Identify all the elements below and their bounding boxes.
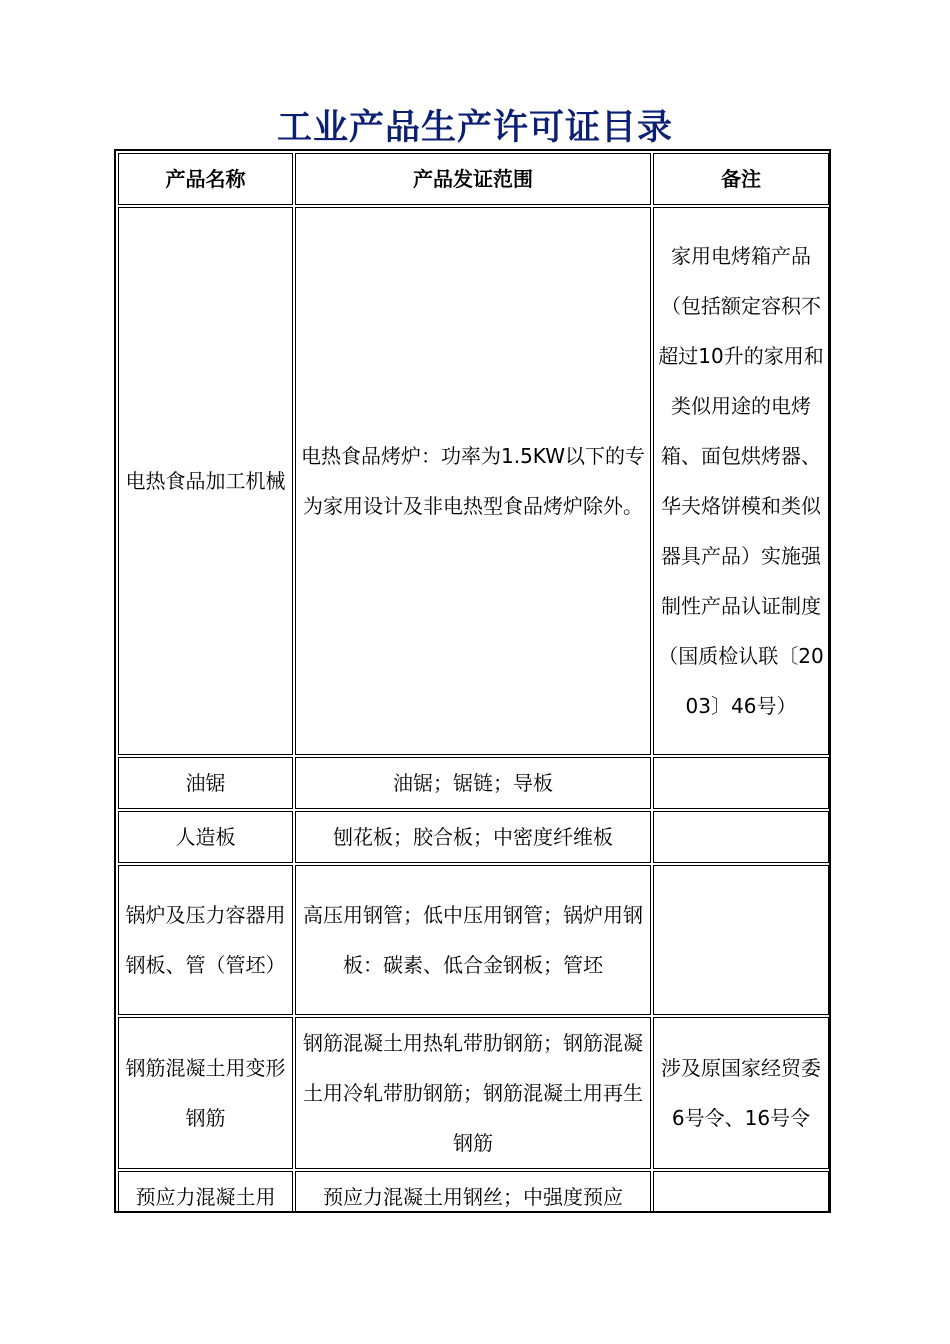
note-cell (653, 865, 829, 1015)
product-scope-cell (295, 1017, 651, 1169)
note: 涉及原国家经贸委6号令、16号令 (661, 1056, 821, 1130)
note-cell (653, 757, 829, 809)
product-scope-cell (295, 1171, 651, 1213)
product-scope-cell (295, 865, 651, 1015)
note-cell (653, 1171, 829, 1213)
product-scope-cell (295, 757, 651, 809)
product-scope: 电热食品烤炉：功率为1.5KW以下的专为家用设计及非电热型食品烤炉除外。 (301, 444, 645, 518)
product-name-cell (118, 1017, 293, 1169)
product-name: 人造板 (175, 825, 236, 849)
product-name-cell (118, 811, 293, 863)
product-scope: 钢筋混凝土用热轧带肋钢筋；钢筋混凝土用冷轧带肋钢筋；钢筋混凝土用再生钢筋 (303, 1031, 643, 1155)
table-row (118, 811, 829, 863)
product-scope: 刨花板；胶合板；中密度纤维板 (333, 825, 613, 849)
product-name-cell (118, 1171, 293, 1213)
note-cell (653, 1017, 829, 1169)
note-cell (653, 207, 829, 755)
table-row (118, 1017, 829, 1169)
product-scope: 预应力混凝土用钢丝；中强度预应 (323, 1185, 623, 1209)
table-header-row (118, 153, 829, 205)
product-name: 油锯 (185, 771, 226, 795)
product-scope: 油锯；锯链；导板 (393, 771, 553, 795)
product-scope-cell (295, 207, 651, 755)
note-cell (653, 811, 829, 863)
table-row (118, 207, 829, 755)
header-product-scope: 产品发证范围 (295, 153, 651, 205)
license-table (116, 151, 831, 1213)
license-table-frame (114, 149, 831, 1213)
product-name: 预应力混凝土用 (135, 1185, 276, 1209)
product-name: 电热食品加工机械 (125, 469, 286, 493)
table-row (118, 865, 829, 1015)
header-product-name: 产品名称 (118, 153, 293, 205)
product-name: 钢筋混凝土用变形钢筋 (125, 1056, 286, 1130)
product-name-cell (118, 865, 293, 1015)
table-row (118, 1171, 829, 1213)
product-name-cell (118, 757, 293, 809)
product-name: 锅炉及压力容器用 钢板、管（管坯） (125, 903, 286, 977)
header-note: 备注 (653, 153, 829, 205)
page-title: 工业产品生产许可证目录 (276, 108, 673, 148)
table-row (118, 757, 829, 809)
product-name-cell (118, 207, 293, 755)
note: 家用电烤箱产品（包括额定容积不超过10升的家用和类似用途的电烤箱、面包烘烤器、华夫烙饼模和类似器具产品）实施强制性产品认证制度（国质检认联〔2003〕46号） (658, 244, 824, 718)
product-scope-cell (295, 811, 651, 863)
product-scope: 高压用钢管；低中压用钢管；锅炉用钢板：碳素、低合金钢板；管坯 (303, 903, 643, 977)
